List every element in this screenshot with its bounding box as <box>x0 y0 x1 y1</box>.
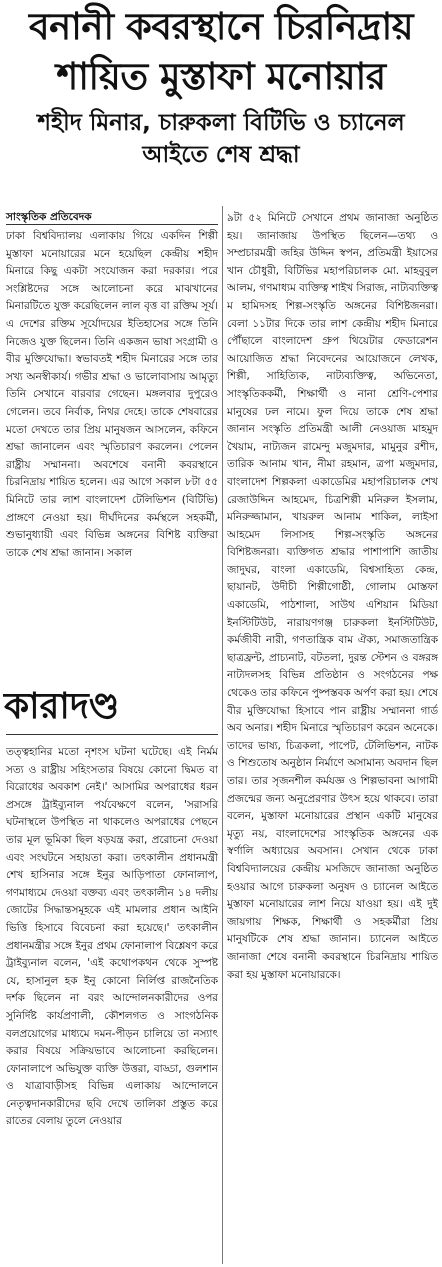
byline-rule <box>6 224 218 225</box>
headline-line-1: বনানী কবরস্থানে চিরনিদ্রায় <box>28 5 414 48</box>
subheadline-line-2: আইতে শেষ শ্রদ্ধা <box>142 142 300 168</box>
section-heading: কারাদণ্ড <box>4 686 120 727</box>
article-column-right <box>227 210 438 1264</box>
article-text-bottom: তত্ত্বহানির মতো নৃশংস ঘটনা ঘটেছে। এই নির্মম সত্য ও রাষ্ট্রীয় সহিংসতার বিষয়ে কোনো দ্বিমত বা বিরোধের অবকাশ নেই।' আসামির অপরাধের ধরন প্রসঙ্গে ট্রাইব্যুনাল পর্যবেক্ষণে বলেন, 'সরাসরি ঘটনাস্থলে উপস্থিত না থাকলেও অপরাধের পেছনে তার মূল ভূমিকা ছিল ষড়যন্ত্র করা, প্ররোচনা দেওয়া এবং সংঘটনে সহায়তা করা। তৎকালীন প্রধানমন্ত্রী শেখ হাসিনার সঙ্গে ইনুর আড়িপাতা ফোনালাপ, গণমাধ্যমে দেওয়া বক্তব্য এবং তৎকালীন ১৪ দলীয় জোটের সিদ্ধান্তসমূহকে এই মামলার প্রধান আইনি ভিত্তি হিসাবে বিবেচনা করা হয়েছে।' তৎকালীন প্রধানমন্ত্রীর সঙ্গে ইনুর প্রথম ফোনালাপ বিশ্লেষণ করে ট্রাইব্যুনাল বলেন, 'এই কথোপকথন থেকে সুস্পষ্ট যে, হাসানুল হক ইনু কোনো নির্লিপ্ত রাজনৈতিক দর্শক ছিলেন না বরং আন্দোলনকারীদের ওপর সুনির্দিষ্ট কার্যপ্রণালী, কৌশলগত ও সাংগঠনিক বলপ্রয়োগের মাধ্যমে দমন-পীড়ন চালিয়ে তা নস্যাৎ করার বিষয়ে সক্রিয়ভাবে আলোচনা করছিলেন। ফোনালাপে অভিযুক্ত ব্যক্তি উত্তরা, বাড্ডা, গুলশান ও যাত্রাবাড়ীসহ বিভিন্ন এলাকায় আন্দোলনে নেতৃত্বদানকারীদের ছবি দেখে তালিকা প্রস্তুত করে রাতের বেলায় তুলে নেওয়ার <box>6 746 218 1128</box>
byline: সাংস্কৃতিক প্রতিবেদক <box>6 211 92 223</box>
column-divider <box>222 206 223 1264</box>
article-text-right: ৯টা ৫২ মিনিটে সেখানে প্রথম জানাজা অনুষ্ঠিত হয়। জানাজায় উপস্থিত ছিলেন—তথ্য ও সম্প্রচারমন্ত্রী জহির উদ্দিন স্বপন, প্রতিমন্ত্রী ইয়াসের খান চৌধুরী, বিটিভির মহাপরিচালক মো. মাহবুবুল আলম, গণমাধ্যম ব্যক্তিত্ব শাইখ সিরাজ, নাট্যব্যক্তিত্ব ম হামিদসহ শিল্প-সংস্কৃতি অঙ্গনের বিশিষ্টজনরা। বেলা ১১টার দিকে তার লাশ কেন্দ্রীয় শহীদ মিনারে পৌঁছালে বাংলাদেশ গ্রুপ থিয়েটার ফেডারেশন আয়োজিত শ্রদ্ধা নিবেদনের আয়োজনে লেখক, শিল্পী, সাহিত্যিক, নাট্যব্যক্তিত্ব, অভিনেতা, সাংস্কৃতিককর্মী, শিক্ষার্থী ও নানা শ্রেণি-পেশার মানুষের ঢল নামে। ফুল দিয়ে তাকে শেষ শ্রদ্ধা জানান সংস্কৃতি প্রতিমন্ত্রী আলী নেওয়াজ মাহমুদ খৈয়াম, নাট্যজন রামেন্দু মজুমদার, মামুনুর রশীদ, তারিক আনাম খান, নীমা রহমান, ত্রপা মজুমদার, বাংলাদেশ শিল্পকলা একাডেমির মহাপরিচালক শেখ রেজাউদ্দিন আহমেদ, চিত্রশিল্পী মনিরুল ইসলাম, মনিরুজ্জামান, খায়রুল আনাম শাকিল, লাইসা আহমেদ লিসাসহ শিল্প-সংস্কৃতি অঙ্গনের বিশিষ্টজনরা। ব্যক্তিগত শ্রদ্ধার পাশাপাশি জাতীয় জাদুঘর, বাংলা একাডেমি, বিশ্বসাহিত্য কেন্দ্র, ছায়ানট, উদীচী শিল্পীগোষ্ঠী, গোলাম মোস্তফা একাডেমি, পাঠশালা, সাউথ এশিয়ান মিডিয়া ইনস্টিটিউট, নারায়ণগঞ্জ চারুকলা ইনস্টিটিউট, কর্মজীবী নারী, গণতান্ত্রিক বাম ঐক্য, সমাজতান্ত্রিক ছাত্রফ্রন্ট, প্রাচ্যনাট, বটতলা, দুরন্ত স্টেশন ও বঙ্গরঙ্গ নাট্যদলসহ বিভিন্ন প্রতিষ্ঠান ও সংগঠনের পক্ষ থেকেও তার কফিনে পুষ্পস্তবক অর্পণ করা হয়। শেষে বীর মুক্তিযোদ্ধা হিসাবে পান রাষ্ট্রীয় সম্মাননা গার্ড অব অনার। শহীদ মিনারে স্মৃতিচারণ করেন অনেকে। তাদের ভাষ্য, চিত্রকলা, পাপেট, টেলিভিশন, নাটক ও শিশুতোষ অনুষ্ঠান নির্মাণে অসামান্য অবদান ছিল তার। তার সৃজনশীল কর্মযজ্ঞ ও শিল্পভাবনা আগামী প্রজন্মের জন্য অনুপ্রেরণার উৎস হয়ে থাকবে। তারা বলেন, মুস্তাফা মনোয়ারের প্রস্থান একটি মানুষের মৃত্যু নয়, বাংলাদেশের সাংস্কৃতিক অঙ্গনের এক স্বর্ণালি অধ্যায়ের অবসান। সেখান থেকে ঢাকা বিশ্ববিদ্যালয়ের কেন্দ্রীয় মসজিদে জানাজা অনুষ্ঠিত হওয়ার আগে চারুকলা অনুষদ ও চ্যানেল আইতে মুস্তাফা মনোয়ারের লাশ নিয়ে যাওয়া হয়। এই দুই জায়গায় শিক্ষক, শিক্ষার্থী ও সহকর্মীরা প্রিয় মানুষটিকে শেষ শ্রদ্ধা জানান। চ্যানেল আইতে জানাজা শেষে বনানী কবরস্থানে চিরনিদ্রায় শায়িত করা হয় মুস্তাফা মনোয়ারকে। <box>227 212 438 981</box>
headline-line-2: শায়িত মুস্তাফা মনোয়ার <box>56 55 386 98</box>
article-column-bottom <box>6 744 218 1264</box>
article-column-left <box>6 228 218 666</box>
section-rule <box>6 734 218 735</box>
article-text-left: ঢাকা বিশ্ববিদ্যালয় এলাকায় গিয়ে একদিন শিল্পী মুস্তাফা মনোয়ারের মনে হয়েছিল কেন্দ্রীয় শহীদ মিনারে কিছু একটা সংযোজন করা দরকার। পরে সংশ্লিষ্টদের সঙ্গে আলোচনা করে মাঝখানের মিনারটিতে যুক্ত করেছিলেন লাল বৃত্ত বা রক্তিম সূর্য। এ দেশের রক্তিম সূর্যোদয়ের ইতিহাসের সঙ্গে তিনি নিজেও যুক্ত ছিলেন। তিনি একজন ভাষা সংগ্রামী ও বীর মুক্তিযোদ্ধা। স্বভাবতই শহীদ মিনারের সঙ্গে তার সখ্য অনস্বীকার্য। গভীর শ্রদ্ধা ও ভালোবাসায় আমৃত্যু তিনি সেখানে বারবার গেছেন। মঙ্গলবার দুপুরেও গেলেন। তবে নির্বাক, নিথর দেহে। তাকে শেষবারের মতো দেখতে তার প্রিয় মানুষজন আসলেন, কফিনে শ্রদ্ধা জানালেন এবং স্মৃতিচারণ করলেন। পেলেন রাষ্ট্রীয় সম্মাননা। অবশেষে বনানী কবরস্থানে চিরনিদ্রায় শায়িত হলেন। এর আগে সকাল ৮টা ৫৫ মিনিটে তার লাশ বাংলাদেশ টেলিভিশন (বিটিভি) প্রাঙ্গণে নেওয়া হয়। দীর্ঘদিনের কর্মস্থলে সহকর্মী, শুভানুধ্যায়ী এবং বিভিন্ন অঙ্গনের বিশিষ্ট ব্যক্তিরা তাকে শেষ শ্রদ্ধা জানান। সকাল <box>6 230 218 559</box>
subheadline-line-1: শহীদ মিনার, চারুকলা বিটিভি ও চ্যানেল <box>37 110 405 136</box>
